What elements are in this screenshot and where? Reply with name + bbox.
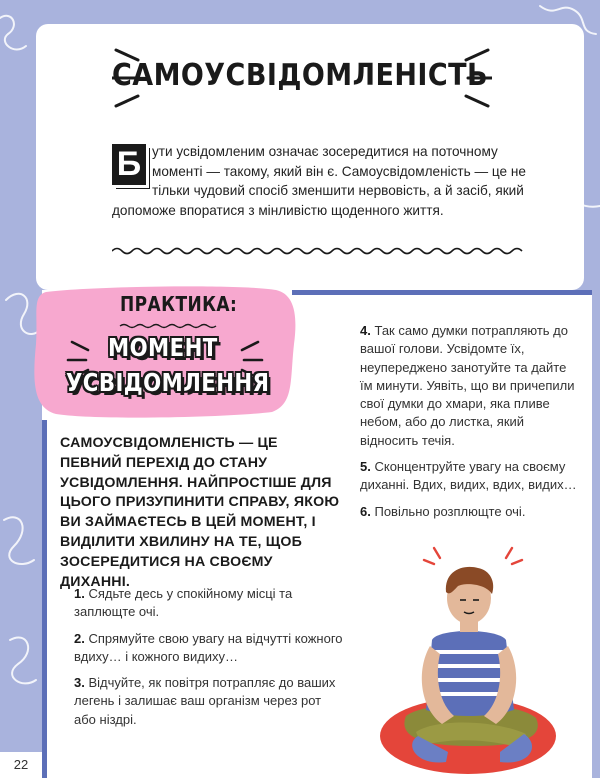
step-text: Сконцентруйте увагу на своєму диханні. Вдих, видих, вдих, видих… <box>360 459 577 493</box>
step-text: Повільно розплющте очі. <box>374 503 526 519</box>
step-item <box>360 458 580 495</box>
practice-label: ПРАКТИКА: <box>120 292 238 316</box>
page-title: САМОУСВІДОМЛЕНІСТЬ <box>111 58 489 93</box>
accent-bar-top <box>292 290 592 295</box>
practice-title-line1: МОМЕНТ <box>108 333 218 362</box>
practice-title-line2: УСВІДОМЛЕННЯ <box>66 368 270 397</box>
steps-column-left <box>74 585 344 737</box>
practice-lead: САМОУСВІДОМЛЕНІСТЬ — ЦЕ ПЕВНИЙ ПЕРЕХІД ДО СТАНУ УСВІДОМЛЕННЯ. НАЙПРОСТІШЕ ДЛЯ ЦЬОГО ПРИЗУПИНИТИ СПРАВУ, ЯКОЮ ВИ ЗАЙМАЄТЕСЬ В ЦЕЙ МОМЕНТ, І ВИДІЛИТИ ХВИЛИНУ НА ТЕ, ЩОБ ЗОСЕРЕДИТИСЯ НА СВОЄМУ ДИХАННІ. <box>60 435 340 590</box>
step-item <box>360 503 580 521</box>
dropcap-letter: Б <box>112 144 146 185</box>
step-text: Так само думки потрапляють до вашої голови. Усвідомте їх, неупереджено занотуйте та дайте їм минути. Уявіть, що ви причепили свої думки до хмари, яка пливе небом, або до листка, який відносить течія. <box>360 323 575 448</box>
step-item <box>74 585 344 622</box>
steps-column-right <box>360 322 580 529</box>
step-number: 1. <box>74 586 85 601</box>
meditating-man-illustration <box>376 540 566 778</box>
step-number: 3. <box>74 675 85 691</box>
step-number: 2. <box>74 630 85 646</box>
accent-bar-left <box>42 420 47 778</box>
step-number: 5. <box>360 459 371 475</box>
step-item <box>360 322 580 450</box>
step-text: Спрямуйте свою увагу на відчутті кожного вдиху… і кожного видиху… <box>74 630 343 664</box>
step-item <box>74 674 344 729</box>
step-number: 4. <box>360 323 371 338</box>
step-text: Відчуйте, як повітря потрапляє до ваших легень і залишає ваш організм через рот або ніздрі. <box>74 675 336 727</box>
intro-paragraph <box>112 142 532 220</box>
step-number: 6. <box>360 503 371 519</box>
step-item <box>74 630 344 667</box>
wavy-divider <box>112 245 532 257</box>
step-text: Сядьте десь у спокійному місці та заплющте очі. <box>74 586 293 620</box>
intro-text: ути усвідомленим означає зосередитися на поточному моменті — такому, який він є. Самоусвідомленість — це не тільки чудовий спосіб зменшити нервовість, а й засіб, який допоможе впоратися з мінливістю щоденного життя. <box>112 144 526 218</box>
page-number: 22 <box>0 752 42 778</box>
